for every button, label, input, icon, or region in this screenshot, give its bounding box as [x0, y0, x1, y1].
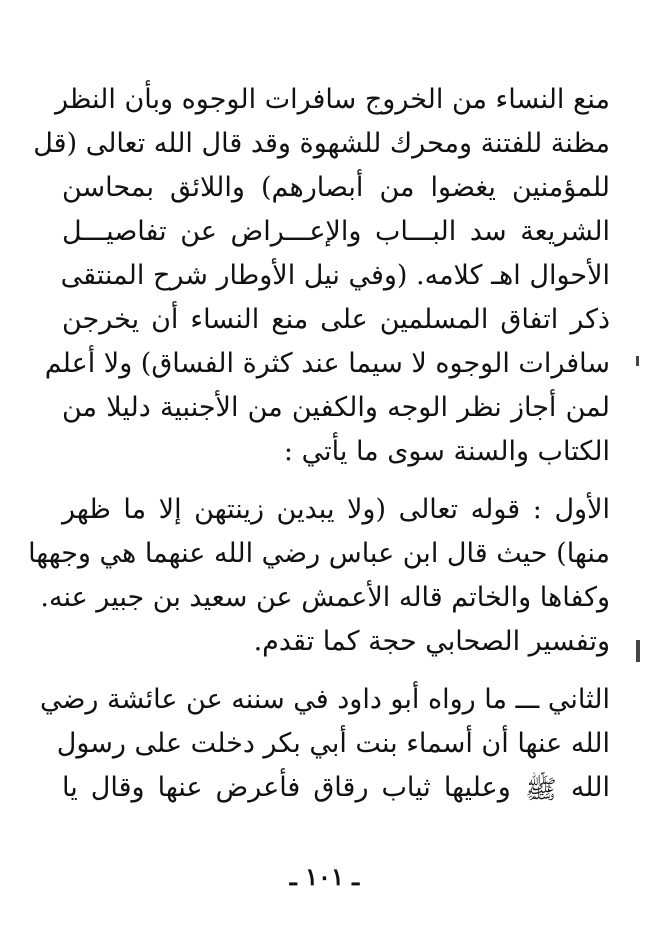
text-line: للمؤمنين يغضوا من أبصارهم) واللائق بمحاسن — [62, 172, 610, 203]
text-line: منع النساء من الخروج سافرات الوجوه وبأن النظر — [54, 84, 610, 115]
honorific-ligature-icon — [524, 772, 558, 806]
line-rest-text: وعليها ثياب رقاق فأعرض عنها وقال يا — [62, 772, 511, 803]
text-line: منها) حيث قال ابن عباس رضي الله عنهما هي وجهها — [28, 538, 610, 569]
text-line: ذكر اتفاق المسلمين على منع النساء أن يخرجن — [62, 304, 610, 335]
text-line: الكتاب والسنة سوى ما يأتي : — [283, 436, 610, 467]
text-line: وتفسير الصحابي حجة كما تقدم. — [253, 626, 610, 657]
scan-mark — [636, 356, 639, 366]
text-line: الله عنها أن أسماء بنت أبي بكر دخلت على رسول — [56, 728, 610, 759]
text-line-with-honorific — [62, 766, 610, 810]
text-line: الثاني ـــ ما رواه أبو داود في سننه عن عائشة رضي — [40, 684, 610, 715]
honorific-glyph: ﷺ — [525, 774, 557, 805]
text-line: لمن أجاز نظر الوجه والكفين من الأجنبية دليلا من — [62, 392, 610, 423]
text-line: الأحوال اهـ كلامه. (وفي نيل الأوطار شرح المنتقى — [60, 260, 610, 291]
text-line: مظنة للفتنة ومحرك للشهوة وقد قال الله تعالى (قل — [33, 128, 610, 159]
text-line: سافرات الوجوه لا سيما عند كثرة الفساق) ولا أعلم — [44, 348, 610, 379]
page-number: ـ ١٠١ ـ — [289, 862, 360, 891]
text-line: وكفاها والخاتم قاله الأعمش عن سعيد بن جبير عنه. — [40, 582, 610, 613]
text-line: الشريعة سد البـــاب والإعـــراض عن تفاصيـــل — [62, 216, 610, 247]
scan-mark — [636, 640, 640, 662]
text-line: الأول : قوله تعالى (ولا يبدين زينتهن إلا ما ظهر — [62, 494, 610, 525]
line-start-text: الله — [570, 772, 610, 803]
